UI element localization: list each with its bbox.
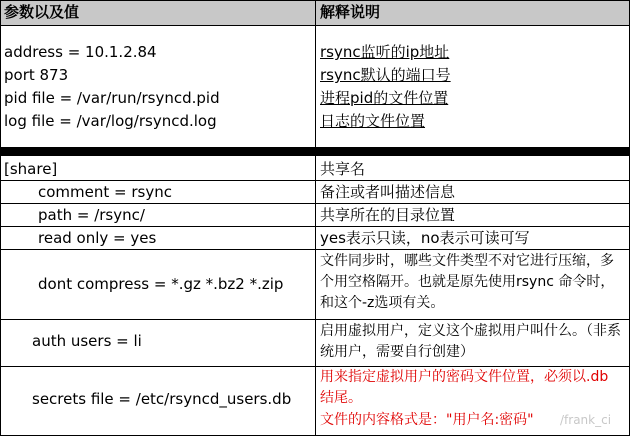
- header-col2-label: 解释说明: [320, 3, 381, 21]
- desc-address: rsync监听的ip地址: [320, 43, 450, 61]
- param-address: address = 10.1.2.84: [4, 43, 157, 61]
- param-read-only: read only = yes: [38, 229, 157, 247]
- module-name: [share]: [4, 160, 58, 178]
- desc-auth-users: 启用虚拟用户，定义这个虚拟用户叫什么。（非系统用户，需要自行创建）: [320, 323, 621, 360]
- desc-secrets-file-red-1: 用来指定虚拟用户的密码文件位置，必须以.db结尾。: [320, 369, 609, 406]
- desc-comment: 备注或者叫描述信息: [320, 183, 456, 201]
- param-pid-file: pid file = /var/run/rsyncd.pid: [4, 89, 220, 107]
- desc-log-file: 日志的文件位置: [320, 112, 426, 130]
- param-log-file: log file = /var/log/rsyncd.log: [4, 112, 217, 130]
- header-col1-label: 参数以及值: [4, 3, 80, 21]
- table-border-left: [0, 0, 1, 436]
- watermark: /frank_ci: [560, 413, 612, 427]
- module-name-desc: 共享名: [320, 160, 366, 178]
- desc-path: 共享所在的目录位置: [320, 206, 456, 224]
- desc-dont-compress: 文件同步时，哪些文件类型不对它进行压缩，多个用空格隔开。也就是原先使用rsync 命令时，和这个-z选项有关。: [320, 253, 615, 311]
- desc-port: rsync默认的端口号: [320, 66, 451, 84]
- param-secrets-file: secrets file = /etc/rsyncd_users.db: [32, 390, 292, 408]
- desc-secrets-file-red-2: 文件的内容格式是："用户名:密码": [320, 412, 534, 428]
- desc-read-only: yes表示只读，no表示可读可写: [320, 229, 530, 247]
- desc-pid-file: 进程pid的文件位置: [320, 89, 449, 107]
- column-divider: [315, 0, 316, 436]
- param-comment: comment = rsync: [38, 183, 172, 201]
- param-dont-compress: dont compress = *.gz *.bz2 *.zip: [38, 275, 284, 293]
- param-path: path = /rsync/: [38, 206, 145, 224]
- param-auth-users: auth users = li: [32, 332, 142, 350]
- param-port: port 873: [4, 66, 69, 84]
